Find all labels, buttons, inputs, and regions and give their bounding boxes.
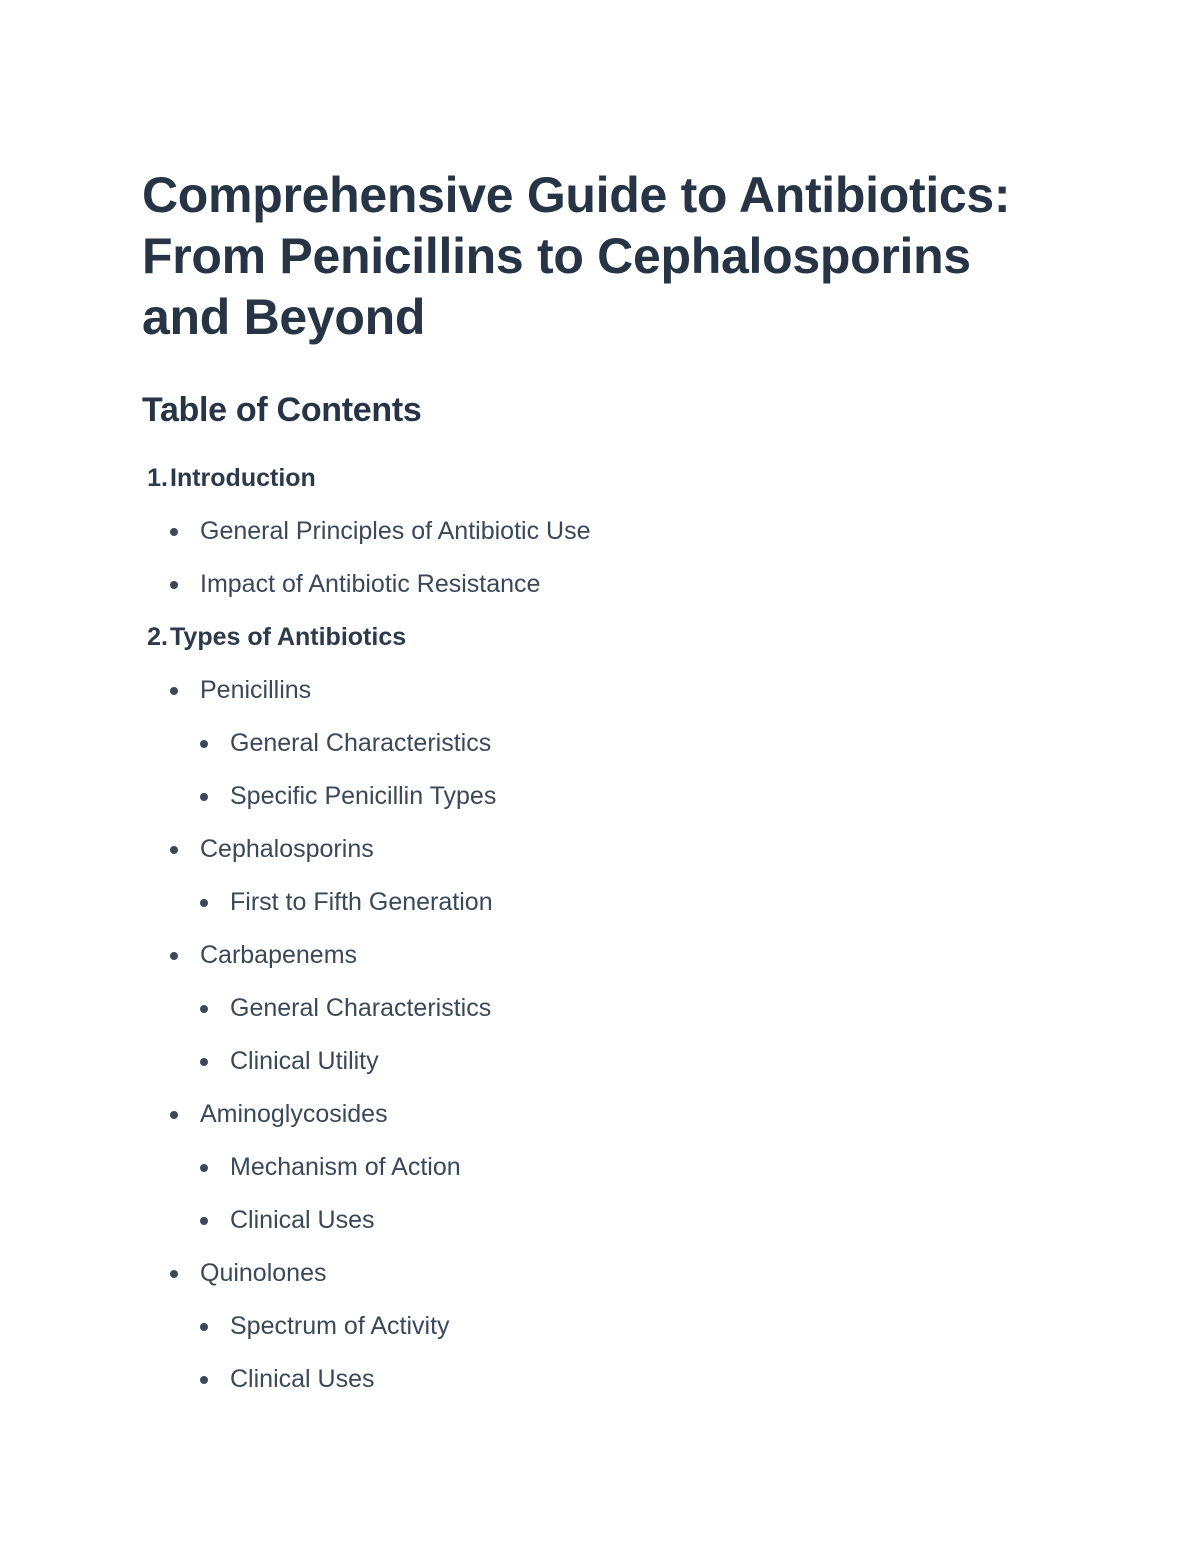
toc-item-label: Introduction [170, 464, 316, 492]
toc-section-number: 1. [147, 464, 168, 492]
bullet-icon [170, 687, 178, 695]
toc-item-label: Specific Penicillin Types [230, 782, 497, 810]
toc-subsection [142, 929, 1062, 982]
toc-subsection [142, 664, 1062, 717]
toc-item-label: Aminoglycosides [200, 1100, 388, 1128]
document-page [142, 165, 1062, 1406]
toc-sub-subsection [142, 982, 1062, 1035]
toc-heading: Table of Contents [142, 391, 422, 429]
toc-sub-subsection [142, 717, 1062, 770]
toc-item-label: Clinical Utility [230, 1047, 379, 1075]
toc-item-label: Mechanism of Action [230, 1153, 461, 1181]
toc-item-label: Quinolones [200, 1259, 327, 1287]
toc-item-label: First to Fifth Generation [230, 888, 493, 916]
toc-section [142, 611, 1062, 664]
toc-item-label: General Principles of Antibiotic Use [200, 517, 591, 545]
toc-item-label: Penicillins [200, 676, 312, 704]
toc-subsection [142, 505, 1062, 558]
toc-subsection [142, 823, 1062, 876]
bullet-icon [200, 1323, 208, 1331]
toc-item-label: Clinical Uses [230, 1365, 375, 1393]
toc-section [142, 452, 1062, 505]
toc-item-label: General Characteristics [230, 994, 492, 1022]
toc-sub-subsection [142, 1194, 1062, 1247]
bullet-icon [170, 528, 178, 536]
bullet-icon [170, 846, 178, 854]
toc-sub-subsection [142, 1141, 1062, 1194]
toc-subsection [142, 558, 1062, 611]
bullet-icon [200, 1164, 208, 1172]
toc-sub-subsection [142, 770, 1062, 823]
table-of-contents [142, 452, 1062, 1406]
toc-sub-subsection [142, 1300, 1062, 1353]
bullet-icon [200, 1005, 208, 1013]
bullet-icon [170, 952, 178, 960]
bullet-icon [170, 1270, 178, 1278]
bullet-icon [170, 1111, 178, 1119]
toc-item-label: Spectrum of Activity [230, 1312, 450, 1340]
bullet-icon [200, 899, 208, 907]
toc-item-label: Cephalosporins [200, 835, 374, 863]
bullet-icon [200, 1217, 208, 1225]
toc-section-number: 2. [147, 623, 168, 651]
bullet-icon [170, 581, 178, 589]
toc-sub-subsection [142, 1035, 1062, 1088]
page-title: Comprehensive Guide to Antibiotics: From Penicillins to Cephalosporins and Beyond [142, 167, 1011, 345]
toc-item-label: Impact of Antibiotic Resistance [200, 570, 541, 598]
toc-subsection [142, 1247, 1062, 1300]
toc-item-label: Carbapenems [200, 941, 358, 969]
toc-item-label: Types of Antibiotics [170, 623, 407, 651]
toc-item-label: Clinical Uses [230, 1206, 375, 1234]
toc-item-label: General Characteristics [230, 729, 492, 757]
bullet-icon [200, 793, 208, 801]
bullet-icon [200, 1376, 208, 1384]
bullet-icon [200, 1058, 208, 1066]
toc-subsection [142, 1088, 1062, 1141]
bullet-icon [200, 740, 208, 748]
toc-sub-subsection [142, 876, 1062, 929]
toc-sub-subsection [142, 1353, 1062, 1406]
